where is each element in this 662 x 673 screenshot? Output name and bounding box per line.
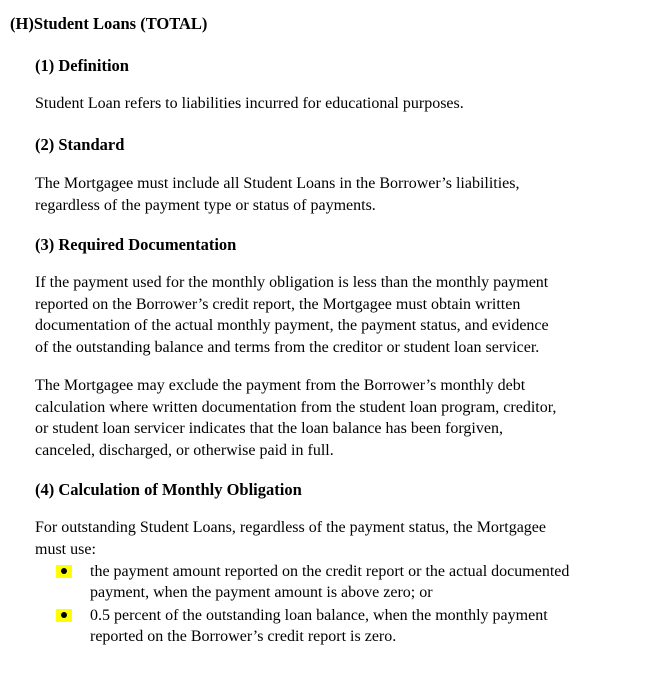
required-documentation-heading: (3) Required Documentation bbox=[35, 235, 237, 254]
paragraph-line: For outstanding Student Loans, regardless of the payment status, the Mortgagee bbox=[35, 519, 547, 536]
calculation-heading: (4) Calculation of Monthly Obligation bbox=[35, 480, 302, 499]
bullet-line: payment, when the payment amount is above zero; or bbox=[90, 584, 433, 601]
documentation-paragraph-2 bbox=[35, 375, 645, 461]
paragraph-line: If the payment used for the monthly obligation is less than the monthly payment bbox=[35, 274, 549, 291]
paragraph-line: canceled, discharged, or otherwise paid in full. bbox=[35, 441, 334, 459]
standard-heading: (2) Standard bbox=[35, 135, 125, 154]
paragraph-line: of the outstanding balance and terms from the creditor or student loan servicer. bbox=[35, 338, 540, 356]
calculation-intro bbox=[35, 517, 645, 560]
bullet-text bbox=[90, 605, 548, 647]
paragraph-line: reported on the Borrower’s credit report, the Mortgagee must obtain written bbox=[35, 295, 521, 313]
bullet-line: reported on the Borrower’s credit report is zero. bbox=[90, 628, 397, 645]
standard-paragraph bbox=[35, 173, 645, 216]
paragraph-line: or student loan servicer indicates that the loan balance has been forgiven, bbox=[35, 420, 503, 437]
highlighted-bullet-icon bbox=[56, 565, 72, 578]
paragraph-line: regardless of the payment type or status of payments. bbox=[35, 196, 376, 214]
bullet-line: 0.5 percent of the outstanding loan balance, when the monthly payment bbox=[90, 607, 548, 624]
paragraph-line: must use: bbox=[35, 540, 96, 558]
paragraph-line: documentation of the actual monthly payment, the payment status, and evidence bbox=[35, 317, 549, 334]
highlighted-bullet-icon bbox=[56, 609, 72, 622]
definition-heading: (1) Definition bbox=[35, 56, 129, 75]
paragraph-line: Student Loan refers to liabilities incurred for educational purposes. bbox=[35, 95, 464, 112]
documentation-paragraph-1 bbox=[35, 272, 645, 358]
paragraph-line: The Mortgagee may exclude the payment from the Borrower’s monthly debt bbox=[35, 377, 526, 394]
paragraph-line: The Mortgagee must include all Student Loans in the Borrower’s liabilities, bbox=[35, 175, 520, 192]
section-title: (H)Student Loans (TOTAL) bbox=[10, 14, 208, 33]
bullet-text bbox=[90, 561, 569, 603]
paragraph-line: calculation where written documentation from the student loan program, creditor, bbox=[35, 398, 557, 416]
definition-paragraph bbox=[35, 93, 645, 115]
bullet-line: the payment amount reported on the credit report or the actual documented bbox=[90, 563, 570, 580]
